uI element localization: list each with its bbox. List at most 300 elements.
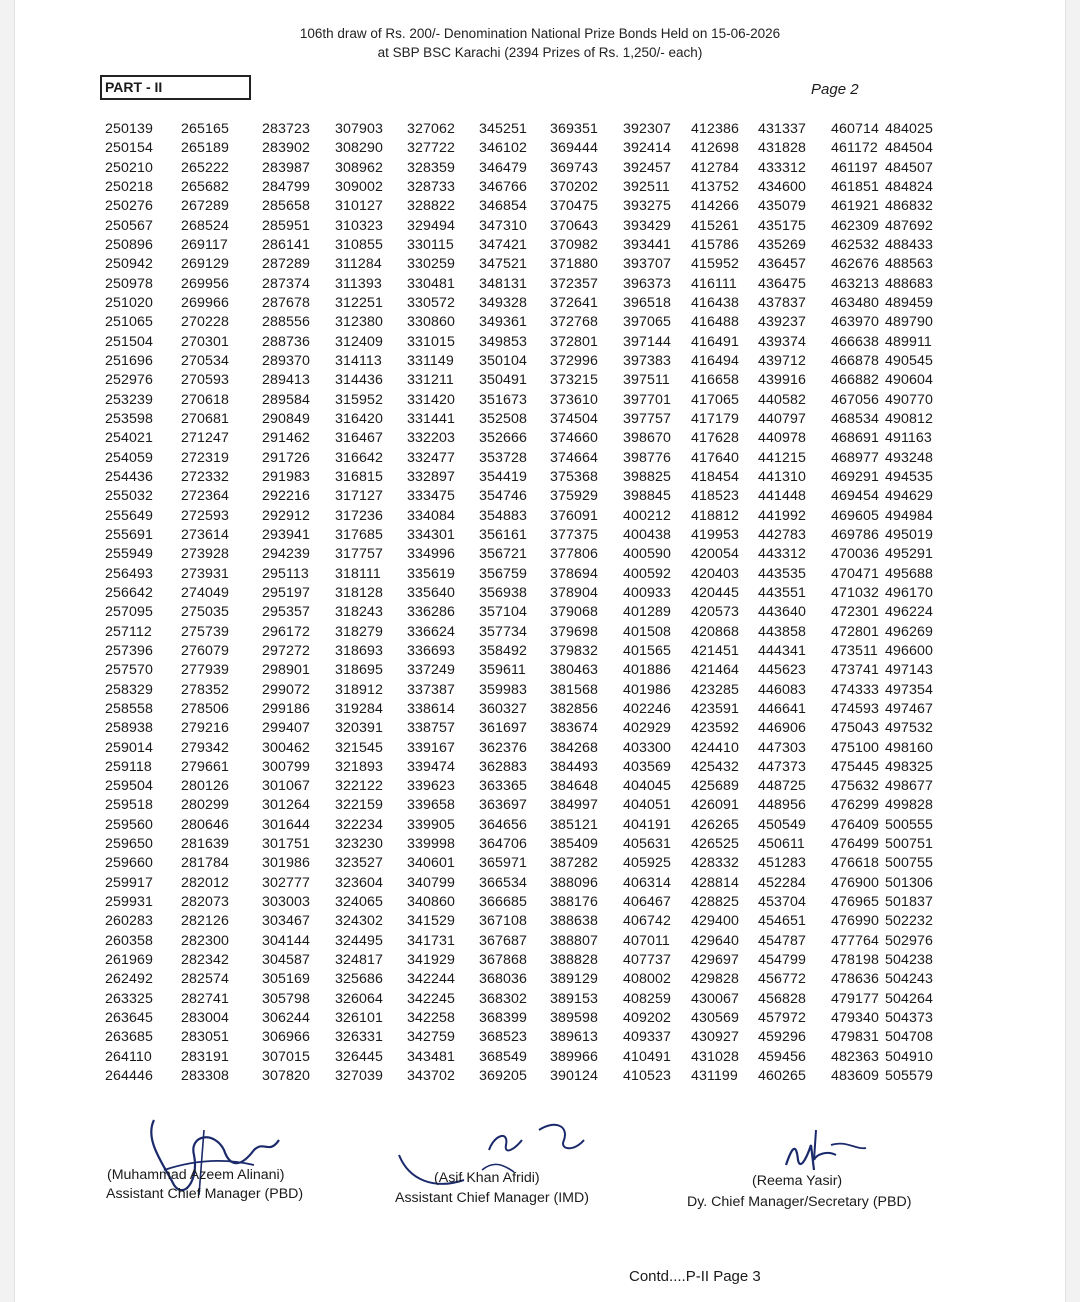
bond-number: 440978 — [758, 430, 806, 447]
bond-number: 285658 — [262, 198, 310, 215]
bond-number: 373215 — [550, 372, 598, 389]
bond-number: 293941 — [262, 526, 310, 543]
bond-number: 332897 — [407, 468, 455, 485]
bond-number: 377806 — [550, 546, 598, 563]
bond-number: 307903 — [335, 121, 383, 137]
bond-number: 429400 — [691, 913, 739, 930]
bond-number: 416658 — [691, 372, 739, 389]
bond-number: 300462 — [262, 739, 310, 756]
bond-number: 296172 — [262, 623, 310, 640]
left-frame-edge — [0, 0, 15, 1302]
bond-number: 416111 — [691, 275, 737, 292]
bond-number: 295113 — [262, 565, 309, 582]
bond-number: 461921 — [831, 198, 879, 215]
bond-number: 312251 — [335, 294, 383, 311]
bond-number: 397757 — [623, 410, 671, 427]
bond-number: 316467 — [335, 430, 383, 447]
bond-number: 393441 — [623, 236, 671, 253]
bond-number: 322122 — [335, 778, 383, 795]
bond-number: 340860 — [407, 894, 455, 911]
number-column-7 — [550, 120, 598, 1086]
bond-number: 356161 — [479, 526, 527, 543]
number-column-6 — [479, 120, 527, 1086]
bond-number: 418523 — [691, 488, 739, 505]
bond-number: 454651 — [758, 913, 806, 930]
bond-number: 279342 — [181, 739, 229, 756]
bond-number: 446083 — [758, 681, 806, 698]
bond-number: 484504 — [885, 140, 933, 157]
bond-number: 270593 — [181, 372, 229, 389]
bond-number: 387282 — [550, 855, 598, 872]
right-frame-edge — [1065, 0, 1080, 1302]
bond-number: 291726 — [262, 449, 310, 466]
bond-number: 270301 — [181, 333, 229, 350]
bond-number: 265165 — [181, 121, 229, 137]
bond-number: 261969 — [105, 952, 153, 969]
bond-number: 416491 — [691, 333, 739, 350]
bond-number: 402929 — [623, 720, 671, 737]
bond-number: 444341 — [758, 642, 806, 659]
bond-number: 295197 — [262, 584, 310, 601]
bond-number: 324495 — [335, 932, 383, 949]
bond-number: 263325 — [105, 990, 153, 1007]
bond-number: 404191 — [623, 816, 671, 833]
bond-number: 340601 — [407, 855, 455, 872]
bond-number: 468977 — [831, 449, 879, 466]
bond-number: 363697 — [479, 797, 527, 814]
number-column-11 — [831, 120, 879, 1086]
bond-number: 479831 — [831, 1029, 879, 1046]
bond-number: 250210 — [105, 159, 153, 176]
bond-number: 308962 — [335, 159, 383, 176]
bond-number: 256493 — [105, 565, 153, 582]
bond-number: 341929 — [407, 952, 455, 969]
number-column-5 — [407, 120, 455, 1086]
bond-number: 406467 — [623, 894, 671, 911]
bond-number: 250896 — [105, 236, 153, 253]
bond-number: 260283 — [105, 913, 153, 930]
bond-number: 250218 — [105, 178, 153, 195]
bond-number: 378694 — [550, 565, 598, 582]
bond-number: 364706 — [479, 836, 527, 853]
bond-number: 258558 — [105, 700, 153, 717]
bond-number: 359611 — [479, 662, 526, 679]
bond-number: 343481 — [407, 1048, 455, 1065]
bond-number: 364656 — [479, 816, 527, 833]
bond-number: 362376 — [479, 739, 527, 756]
bond-number: 463480 — [831, 294, 879, 311]
bond-number: 270618 — [181, 391, 229, 408]
bond-number: 292912 — [262, 507, 310, 524]
bond-number: 311284 — [335, 256, 382, 273]
signature-block-1 — [104, 1110, 434, 1220]
bond-number: 439712 — [758, 352, 806, 369]
bond-number: 368523 — [479, 1029, 527, 1046]
bond-number: 262492 — [105, 971, 153, 988]
bond-number: 417640 — [691, 449, 739, 466]
bond-number: 406742 — [623, 913, 671, 930]
bond-number: 287289 — [262, 256, 310, 273]
bond-number: 504910 — [885, 1048, 933, 1065]
bond-number: 389129 — [550, 971, 598, 988]
bond-number: 347521 — [479, 256, 527, 273]
bond-number: 453704 — [758, 894, 806, 911]
bond-number: 434600 — [758, 178, 806, 195]
bond-number: 393275 — [623, 198, 671, 215]
signatory-title-1: Assistant Chief Manager (PBD) — [106, 1186, 304, 1202]
bond-number: 303003 — [262, 894, 310, 911]
bond-number: 486832 — [885, 198, 933, 215]
bond-number: 403300 — [623, 739, 671, 756]
bond-number: 478198 — [831, 952, 879, 969]
bond-number: 328359 — [407, 159, 455, 176]
bond-number: 451283 — [758, 855, 806, 872]
bond-number: 496269 — [885, 623, 933, 640]
bond-number: 251504 — [105, 333, 153, 350]
bond-number: 269956 — [181, 275, 229, 292]
bond-number: 484025 — [885, 121, 933, 137]
bond-number: 469291 — [831, 468, 879, 485]
bond-number: 301067 — [262, 778, 310, 795]
bond-number: 495291 — [885, 546, 933, 563]
bond-number: 331420 — [407, 391, 455, 408]
bond-number: 431337 — [758, 121, 806, 137]
bond-number: 398845 — [623, 488, 671, 505]
bond-number: 375929 — [550, 488, 598, 505]
bond-number: 283902 — [262, 140, 310, 157]
bond-number: 363365 — [479, 778, 527, 795]
bond-number: 382856 — [550, 700, 598, 717]
bond-number: 392511 — [623, 178, 670, 195]
bond-number: 401565 — [623, 642, 671, 659]
bond-number: 476409 — [831, 816, 879, 833]
bond-number: 259560 — [105, 816, 153, 833]
bond-number: 372801 — [550, 333, 598, 350]
bond-number: 339167 — [407, 739, 455, 756]
bond-number: 250567 — [105, 217, 153, 234]
bond-number: 370982 — [550, 236, 598, 253]
bond-number: 353728 — [479, 449, 527, 466]
bond-number: 323230 — [335, 836, 383, 853]
bond-number: 408002 — [623, 971, 671, 988]
bond-number: 349361 — [479, 314, 527, 331]
bond-number: 415261 — [691, 217, 739, 234]
bond-number: 405925 — [623, 855, 671, 872]
bond-number: 309002 — [335, 178, 383, 195]
bond-number: 278506 — [181, 700, 229, 717]
bond-number: 496600 — [885, 642, 933, 659]
bond-number: 338614 — [407, 700, 455, 717]
bond-number: 288736 — [262, 333, 310, 350]
bond-number: 307820 — [262, 1068, 310, 1085]
bond-number: 339623 — [407, 778, 455, 795]
bond-number: 494984 — [885, 507, 933, 524]
bond-number: 445623 — [758, 662, 806, 679]
bond-number: 324817 — [335, 952, 383, 969]
bond-number: 269966 — [181, 294, 229, 311]
bond-number: 487692 — [885, 217, 933, 234]
bond-number: 447303 — [758, 739, 806, 756]
bond-number: 392457 — [623, 159, 671, 176]
bond-number: 370202 — [550, 178, 598, 195]
bond-number: 400212 — [623, 507, 671, 524]
bond-number: 436457 — [758, 256, 806, 273]
bond-number: 259014 — [105, 739, 153, 756]
bond-number: 257396 — [105, 642, 153, 659]
bond-number: 259118 — [105, 758, 152, 775]
bond-number: 356721 — [479, 546, 527, 563]
bond-number: 404045 — [623, 778, 671, 795]
bond-number: 268524 — [181, 217, 229, 234]
bond-number: 497532 — [885, 720, 933, 737]
bond-number: 257112 — [105, 623, 152, 640]
bond-number: 379698 — [550, 623, 598, 640]
bond-number: 270681 — [181, 410, 229, 427]
bond-number: 354419 — [479, 468, 527, 485]
bond-number: 257095 — [105, 604, 153, 621]
bond-number: 421451 — [691, 642, 739, 659]
bond-number: 504373 — [885, 1010, 933, 1027]
bond-number: 314113 — [335, 352, 382, 369]
bond-number: 499828 — [885, 797, 933, 814]
bond-number: 469454 — [831, 488, 879, 505]
bond-number: 339474 — [407, 758, 455, 775]
bond-number: 495688 — [885, 565, 933, 582]
bond-number: 372641 — [550, 294, 598, 311]
bond-number: 484507 — [885, 159, 933, 176]
bond-number: 420868 — [691, 623, 739, 640]
bond-number: 443551 — [758, 584, 806, 601]
bond-number: 340799 — [407, 874, 455, 891]
bond-number: 323527 — [335, 855, 383, 872]
bond-number: 332477 — [407, 449, 455, 466]
bond-number: 393429 — [623, 217, 671, 234]
bond-number: 460265 — [758, 1068, 806, 1085]
bond-number: 337387 — [407, 681, 455, 698]
bond-number: 370475 — [550, 198, 598, 215]
bond-number: 318111 — [335, 565, 381, 582]
bond-number: 274049 — [181, 584, 229, 601]
bond-number: 326331 — [335, 1029, 383, 1046]
bond-number: 504264 — [885, 990, 933, 1007]
bond-number: 281639 — [181, 836, 229, 853]
bond-number: 428825 — [691, 894, 739, 911]
bond-number: 259504 — [105, 778, 153, 795]
bond-number: 326101 — [335, 1010, 383, 1027]
bond-number: 283004 — [181, 1010, 229, 1027]
bond-number: 431028 — [691, 1048, 739, 1065]
bond-number: 305169 — [262, 971, 310, 988]
bond-number: 254059 — [105, 449, 153, 466]
bond-number: 297272 — [262, 642, 310, 659]
bond-number: 504243 — [885, 971, 933, 988]
bond-number: 251020 — [105, 294, 153, 311]
bond-number: 325686 — [335, 971, 383, 988]
bond-number: 478636 — [831, 971, 879, 988]
bond-number: 417628 — [691, 430, 739, 447]
bond-number: 400438 — [623, 526, 671, 543]
number-column-9 — [691, 120, 739, 1086]
bond-number: 346854 — [479, 198, 527, 215]
bond-number: 323604 — [335, 874, 383, 891]
bond-number: 439374 — [758, 333, 806, 350]
bond-number: 310855 — [335, 236, 383, 253]
bond-number: 368302 — [479, 990, 527, 1007]
bond-number: 388176 — [550, 894, 598, 911]
number-column-1 — [105, 120, 153, 1086]
bond-number: 259931 — [105, 894, 153, 911]
bond-number: 420054 — [691, 546, 739, 563]
bond-number: 468534 — [831, 410, 879, 427]
bond-number: 472801 — [831, 623, 879, 640]
bond-number: 255691 — [105, 526, 153, 543]
bond-number: 479340 — [831, 1010, 879, 1027]
bond-number: 385121 — [550, 816, 598, 833]
bond-number: 446906 — [758, 720, 806, 737]
bond-number: 419953 — [691, 526, 739, 543]
number-column-10 — [758, 120, 806, 1086]
bond-number: 476990 — [831, 913, 879, 930]
bond-number: 392307 — [623, 121, 671, 137]
bond-number: 475043 — [831, 720, 879, 737]
bond-number: 287678 — [262, 294, 310, 311]
bond-number: 334301 — [407, 526, 455, 543]
bond-number: 461851 — [831, 178, 879, 195]
bond-number: 329494 — [407, 217, 455, 234]
bond-number: 356938 — [479, 584, 527, 601]
bond-number: 456772 — [758, 971, 806, 988]
bond-number: 397144 — [623, 333, 671, 350]
bond-number: 368399 — [479, 1010, 527, 1027]
bond-number: 462309 — [831, 217, 879, 234]
bond-number: 305798 — [262, 990, 310, 1007]
bond-number: 375368 — [550, 468, 598, 485]
bond-number: 267289 — [181, 198, 229, 215]
bond-number: 401986 — [623, 681, 671, 698]
bond-number: 251065 — [105, 314, 153, 331]
bond-number: 374660 — [550, 430, 598, 447]
bond-number: 318279 — [335, 623, 383, 640]
bond-number: 282126 — [181, 913, 229, 930]
bond-number: 301644 — [262, 816, 310, 833]
bond-number: 430927 — [691, 1029, 739, 1046]
part-label-box: PART - II — [100, 75, 251, 100]
bond-number: 489790 — [885, 314, 933, 331]
bond-number: 418454 — [691, 468, 739, 485]
bond-number: 351673 — [479, 391, 527, 408]
bond-number: 417179 — [691, 410, 739, 427]
bond-number: 270228 — [181, 314, 229, 331]
bond-number: 400592 — [623, 565, 671, 582]
bond-number: 440582 — [758, 391, 806, 408]
bond-number: 483609 — [831, 1068, 879, 1085]
bond-number: 373610 — [550, 391, 598, 408]
bond-number: 343702 — [407, 1068, 455, 1085]
bond-number: 473741 — [831, 662, 879, 679]
bond-number: 429640 — [691, 932, 739, 949]
bond-number: 346479 — [479, 159, 527, 176]
bond-number: 415952 — [691, 256, 739, 273]
bond-number: 425689 — [691, 778, 739, 795]
bond-number: 366685 — [479, 894, 527, 911]
bond-number: 446641 — [758, 700, 806, 717]
bond-number: 271247 — [181, 430, 229, 447]
bond-number: 354883 — [479, 507, 527, 524]
bond-number: 441448 — [758, 488, 806, 505]
bond-number: 331211 — [407, 372, 454, 389]
bond-number: 292216 — [262, 488, 310, 505]
bond-number: 368036 — [479, 971, 527, 988]
bond-number: 428332 — [691, 855, 739, 872]
bond-number: 346102 — [479, 140, 527, 157]
bond-number: 423591 — [691, 700, 739, 717]
bond-number: 443858 — [758, 623, 806, 640]
bond-number: 273614 — [181, 526, 229, 543]
bond-number: 357734 — [479, 623, 527, 640]
bond-number: 400590 — [623, 546, 671, 563]
bond-number: 258938 — [105, 720, 153, 737]
bond-number: 431828 — [758, 140, 806, 157]
bond-number: 459296 — [758, 1029, 806, 1046]
bond-number: 264110 — [105, 1048, 152, 1065]
bond-number: 378904 — [550, 584, 598, 601]
bond-number: 252976 — [105, 372, 153, 389]
bond-number: 442783 — [758, 526, 806, 543]
bond-number: 497143 — [885, 662, 933, 679]
bond-number: 389598 — [550, 1010, 598, 1027]
bond-number: 259660 — [105, 855, 153, 872]
bond-number: 383674 — [550, 720, 598, 737]
bond-number: 401508 — [623, 623, 671, 640]
bond-number: 372996 — [550, 352, 598, 369]
bond-number: 421464 — [691, 662, 739, 679]
bond-number: 476299 — [831, 797, 879, 814]
bond-number: 322234 — [335, 816, 383, 833]
bond-number: 385409 — [550, 836, 598, 853]
bond-number: 334996 — [407, 546, 455, 563]
bond-number: 468691 — [831, 430, 879, 447]
bond-number: 317236 — [335, 507, 383, 524]
bond-number: 282073 — [181, 894, 229, 911]
bond-number: 374504 — [550, 410, 598, 427]
bond-number: 317685 — [335, 526, 383, 543]
bond-number: 466638 — [831, 333, 879, 350]
bond-number: 405631 — [623, 836, 671, 853]
bond-number: 489911 — [885, 333, 932, 350]
bond-number: 389966 — [550, 1048, 598, 1065]
bond-number: 328822 — [407, 198, 455, 215]
bond-number: 263645 — [105, 1010, 153, 1027]
bond-number: 316815 — [335, 468, 383, 485]
bond-number: 280646 — [181, 816, 229, 833]
bond-number: 497354 — [885, 681, 933, 698]
bond-number: 381568 — [550, 681, 598, 698]
bond-number: 490812 — [885, 410, 933, 427]
bond-number: 350491 — [479, 372, 527, 389]
bond-number: 283191 — [181, 1048, 229, 1065]
bond-number: 504238 — [885, 952, 933, 969]
bond-number: 303467 — [262, 913, 310, 930]
bond-number: 291983 — [262, 468, 310, 485]
bond-number: 285951 — [262, 217, 310, 234]
bond-number: 476499 — [831, 836, 879, 853]
bond-number: 301264 — [262, 797, 310, 814]
bond-number: 397383 — [623, 352, 671, 369]
bond-number: 304587 — [262, 952, 310, 969]
bond-number: 423285 — [691, 681, 739, 698]
bond-number: 255032 — [105, 488, 153, 505]
bond-number: 456828 — [758, 990, 806, 1007]
